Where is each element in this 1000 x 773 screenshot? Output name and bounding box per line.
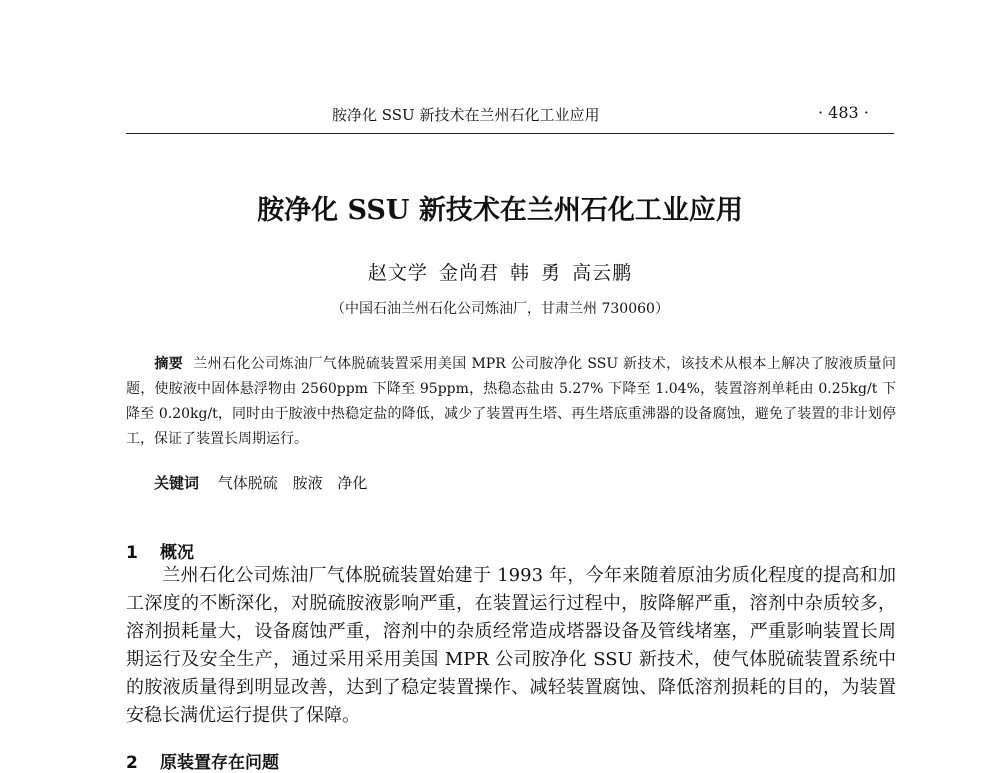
keywords-label: 关键词 — [154, 474, 200, 492]
running-title: 胺净化 SSU 新技术在兰州石化工业应用 — [332, 106, 600, 124]
body-paragraph — [126, 562, 896, 730]
header-divider — [126, 133, 894, 134]
section-title: 原装置存在问题 — [160, 753, 279, 773]
keyword-item: 气体脱硫 — [217, 474, 278, 492]
keyword-item: 净化 — [337, 474, 368, 492]
keyword-item: 胺液 — [292, 474, 323, 492]
affiliation: （中国石油兰州石化公司炼油厂，甘肃兰州 730060） — [331, 301, 669, 317]
abstract-text: 兰州石化公司炼油厂气体脱硫装置采用美国 MPR 公司胺净化 SSU 新技术，该技术从根本上解决了胺液质量问题，使胺液中固体悬浮物由 2560ppm 下降至 95ppm，热稳态盐由 5.27% 下降至 1.04%，装置溶剂单耗由 0.25kg/t 下降至 0.20kg/t，同时由于胺液中热稳定盐的降低，减少了装置再生塔、再生塔底重沸器的设备腐蚀，避免了装置的非计划停工，保证了装置长周期运行。 — [126, 356, 896, 447]
section-heading-existing-problems — [126, 748, 279, 773]
section-number: 1 — [126, 543, 138, 563]
page-number: · 483 · — [818, 103, 869, 122]
section-heading-overview — [126, 538, 194, 563]
abstract-label: 摘要 — [154, 356, 184, 372]
paper-title: 胺净化 SSU 新技术在兰州石化工业应用 — [257, 195, 743, 226]
section-title: 概况 — [160, 543, 194, 563]
paragraph-text: 兰州石化公司炼油厂气体脱硫装置始建于 1993 年，今年来随着原油劣质化程度的提高和加工深度的不断深化，对脱硫胺液影响严重，在装置运行过程中，胺降解严重，溶剂中杂质较多，溶剂损耗量大，设备腐蚀严重，溶剂中的杂质经常造成塔器设备及管线堵塞，严重影响装置长周期运行及安全生产，通过采用采用美国 MPR 公司胺净化 SSU 新技术，使气体脱硫装置系统中的胺液质量得到明显改善，达到了稳定装置操作、减轻装置腐蚀、降低溶剂损耗的目的，为装置安稳长满优运行提供了保障。 — [126, 565, 896, 726]
author-list: 赵文学 金尚君 韩 勇 高云鹏 — [367, 262, 633, 284]
keywords — [154, 472, 377, 493]
abstract — [126, 352, 896, 452]
section-number: 2 — [126, 753, 138, 773]
